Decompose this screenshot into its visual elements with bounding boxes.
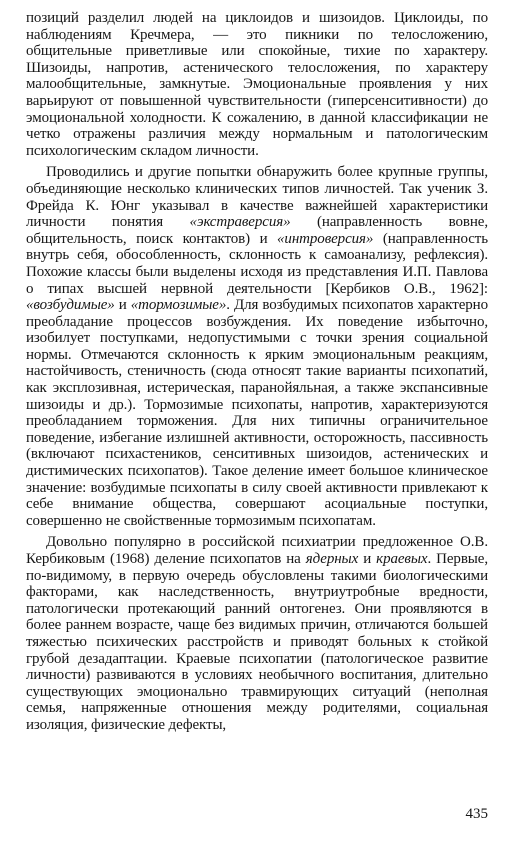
term-nuclear: ядерных — [305, 551, 359, 567]
document-page — [26, 10, 488, 836]
term-marginal: краевых — [376, 551, 428, 567]
paragraph-2-text-4: и — [114, 297, 131, 314]
paragraph-3-text-1: Довольно популярно в российской психиатрии предложенное О.В. Кербиковым (1968) деление психопатов на — [26, 534, 488, 567]
paragraph-1: позиций разделил людей на циклоидов и шизоидов. Циклоиды, по наблюдениям Кречмера, — это пикники по телосложению, общительные приветливые или спокойные, тихие по характеру. Шизоиды, напротив, астенического телосложения, по характеру малообщительные, замкнутые. Эмоциональные проявления у них варьируют от повышенной чувствительности (гиперсенситивности) до эмоциональной холодности. К сожалению, в данной классификации не четко отражены различия между нормальным и патологическим психологическим складом личности. — [26, 10, 488, 159]
term-extraversion: «экстраверсия» — [189, 214, 291, 231]
paragraph-2-text-5: . Для возбудимых психопатов характерно преобладание процессов возбуждения. Их поведение избыточно, изобилует поступками, недопустимыми с точки зрения социальной нормы. Отмечаются склонность к ярким эмоциональным реакциям, настойчивость, стеничность (сюда относят такие варианты психопатий, как эксплозивная, истерическая, паранойяльная, а также экспансивные шизоиды и др.). Тормозимые психопаты, напротив, характеризуются преобладанием торможения. Для них типичны ограничительное поведение, избегание излишней активности, осторожность, пассивность (включают психастеников, сенситивных шизоидов, астенических и дистимических психопатов). Такое деление имеет большое клиническое значение: возбудимые психопаты в силу своей активности привлекают к себе внимание общества, совершают асоциальные поступки, совершенно не свойственные тормозимым психопатам. — [26, 297, 488, 529]
paragraph-3 — [26, 534, 488, 733]
paragraph-2-text-3: (направленность внутрь себя, обособленность, склонность к самоанализу, рефлексия). Похожие классы были выделены исходя из представления И.П. Павлова о типах высшей нервной деятельности [Кербиков О.В., 1962]: — [26, 230, 489, 297]
page-number: 435 — [465, 806, 488, 822]
paragraph-3-text-3: . Первые, по-видимому, в первую очередь обусловлены такими биологическими факторами, как наследственность, внутриутробные вредности, патологически протекающий ранний онтогенез. Они проявляются в более раннем возрасте, чаще без видимых причин, отличаются большей тяжестью психических расстройств и приводят больных к стойкой грубой дезадаптации. Краевые психопатии (патологическое развитие личности) развиваются в условиях необычного воспитания, длительно существующих эмоционально травмирующих ситуаций (неполная семья, напряженные отношения между родителями, социальная изоляция, физические дефекты, — [26, 551, 488, 733]
paragraph-2-text-1: Проводились и другие попытки обнаружить более крупные группы, объединяющие несколько клинических типов личностей. Так ученик З. Фрейда К. Юнг указывал в качестве важнейшей характеристики личности понятия — [26, 164, 488, 231]
term-inhibited: «тормозимые» — [130, 297, 227, 314]
term-introversion: «интроверсия» — [277, 230, 374, 247]
term-excitable: «возбудимые» — [26, 297, 115, 314]
paragraph-2 — [26, 164, 488, 529]
paragraph-2-text-2: (направленность вовне, общительность, поиск контактов) и — [26, 214, 488, 247]
paragraph-3-text-2: и — [358, 551, 377, 567]
